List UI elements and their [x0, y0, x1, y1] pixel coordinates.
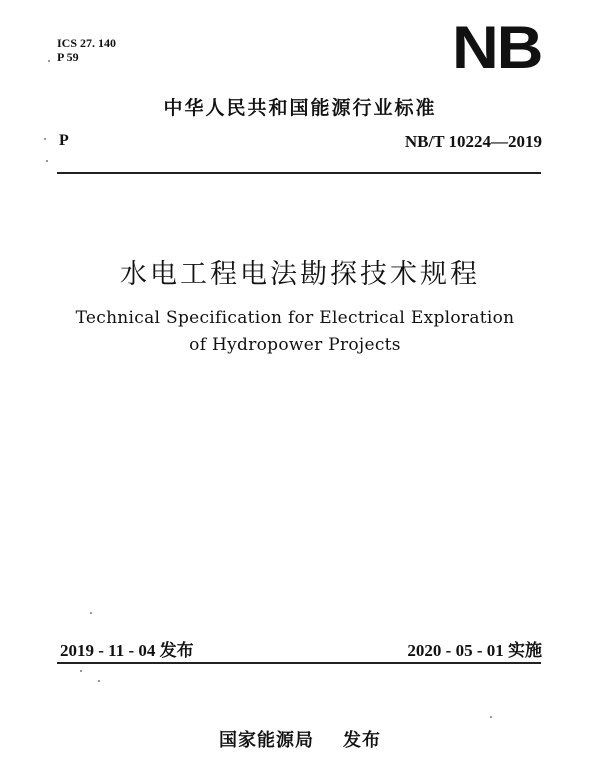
classification-code: P — [59, 132, 69, 149]
issuer-organization: 国家能源局 — [218, 730, 314, 751]
title-english — [0, 305, 590, 359]
ccs-code: P 59 — [57, 50, 79, 64]
issue-date-block — [60, 636, 194, 661]
implementation-date: 2020 - 05 - 01 — [407, 641, 504, 660]
issue-label: 发布 — [159, 641, 194, 661]
title-chinese: 水电工程电法勘探技术规程 — [120, 259, 480, 290]
issuer-line — [0, 726, 600, 752]
scan-speck — [490, 716, 492, 718]
issue-date: 2019 - 11 - 04 — [60, 641, 156, 660]
title-english-line-1: Technical Specification for Electrical Exploration — [75, 308, 515, 328]
standard-category: 中华人民共和国能源行业标准 — [163, 97, 437, 119]
scan-speck — [80, 670, 82, 672]
scan-speck — [98, 680, 100, 682]
title-english-line-2: of Hydropower Projects — [189, 335, 401, 355]
issuer-action: 发布 — [343, 730, 382, 751]
scan-speck — [48, 60, 50, 62]
scan-speck — [90, 612, 92, 614]
implementation-label: 实施 — [508, 641, 542, 661]
implementation-date-block — [407, 636, 542, 661]
ics-block — [57, 36, 116, 64]
ics-code: ICS 27. 140 — [57, 36, 117, 50]
top-divider — [57, 172, 541, 174]
scan-speck — [44, 138, 46, 140]
bottom-divider — [57, 662, 541, 664]
nb-logo: NB — [452, 14, 542, 81]
standard-number: NB/T 10224—2019 — [404, 132, 542, 151]
scan-speck — [46, 160, 48, 162]
